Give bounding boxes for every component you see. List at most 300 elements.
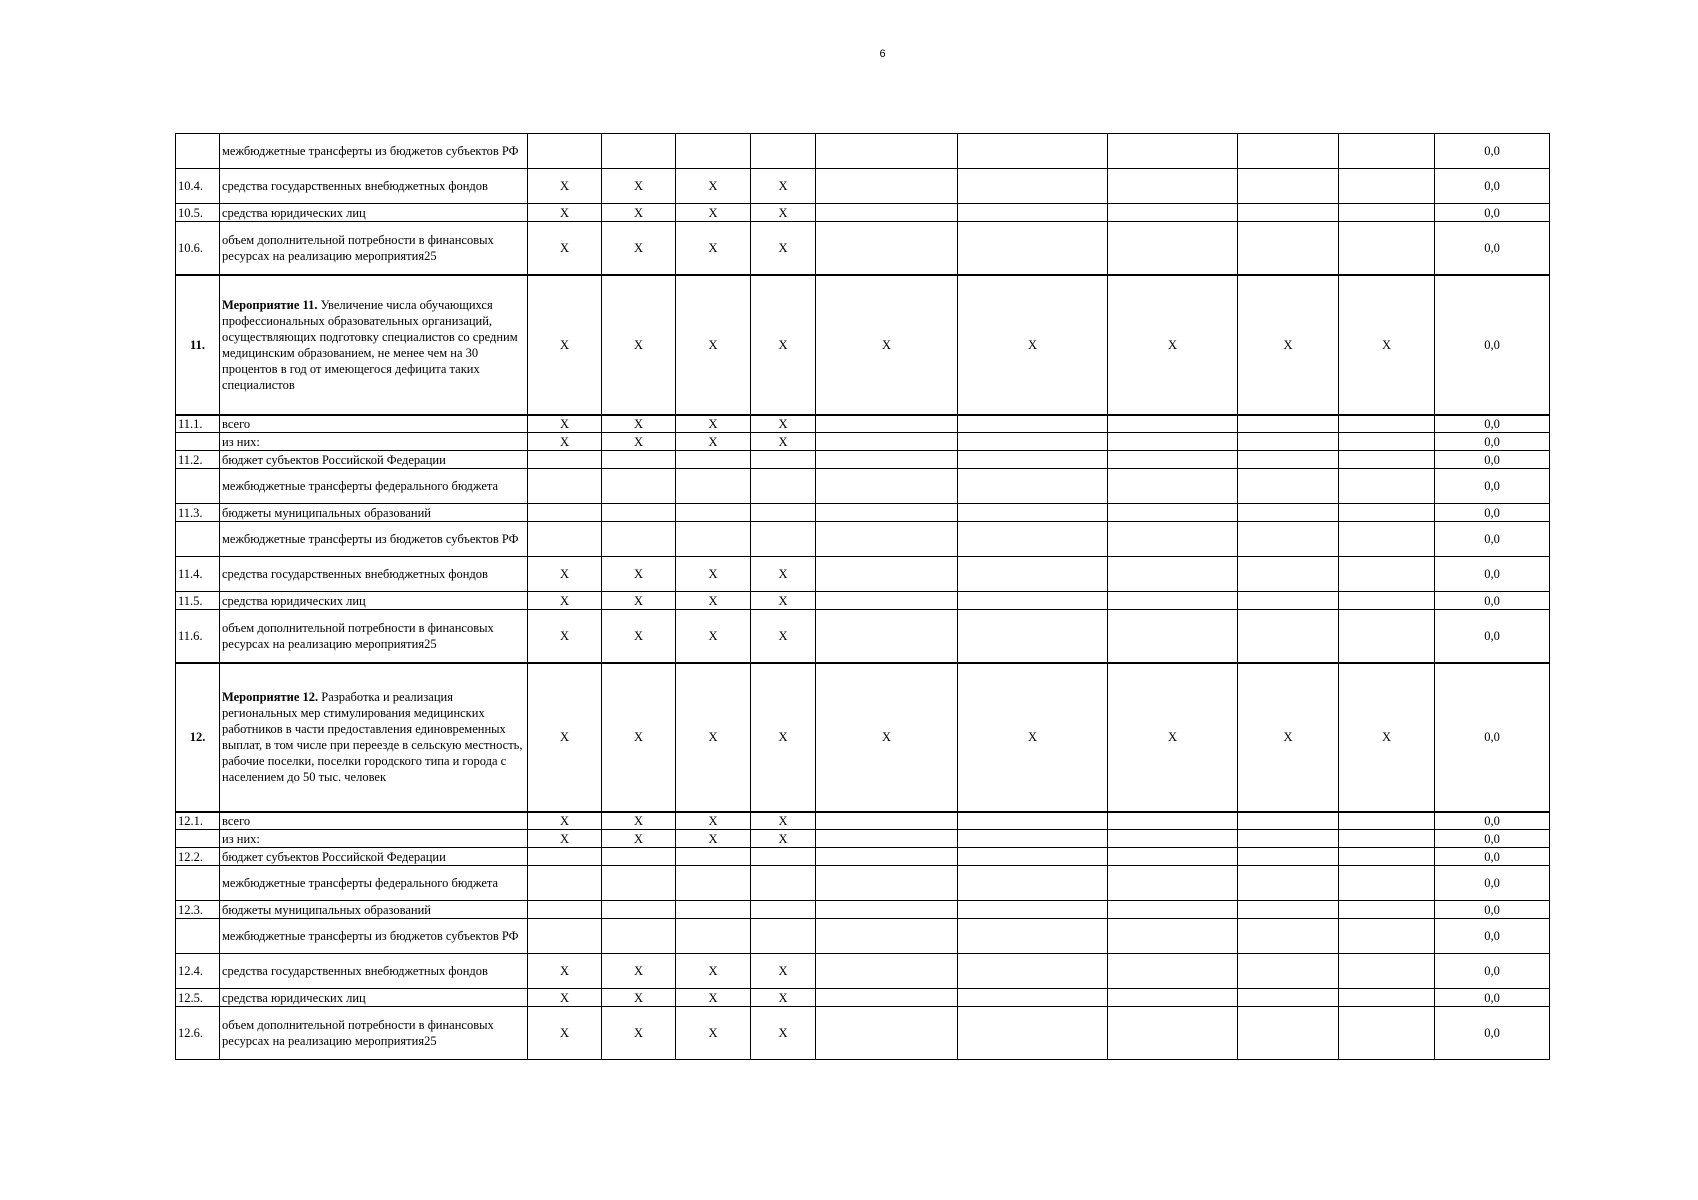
x-cell bbox=[958, 469, 1108, 504]
x-cell: Х bbox=[528, 610, 602, 663]
x-cell bbox=[1108, 901, 1238, 919]
x-cell: Х bbox=[751, 812, 816, 830]
x-cell: Х bbox=[751, 222, 816, 275]
x-cell bbox=[816, 848, 958, 866]
x-cell: Х bbox=[751, 610, 816, 663]
x-cell bbox=[1339, 433, 1435, 451]
table-row bbox=[176, 504, 1550, 522]
x-cell bbox=[958, 134, 1108, 169]
x-cell bbox=[1339, 830, 1435, 848]
total-cell: 0,0 bbox=[1435, 522, 1550, 557]
x-cell: Х bbox=[602, 610, 676, 663]
x-cell bbox=[1108, 848, 1238, 866]
x-cell bbox=[602, 469, 676, 504]
row-name: средства государственных внебюджетных фондов bbox=[220, 169, 528, 204]
row-number: 11.1. bbox=[176, 415, 220, 433]
table-row bbox=[176, 134, 1550, 169]
x-cell: Х bbox=[602, 169, 676, 204]
x-cell bbox=[1108, 415, 1238, 433]
table-row bbox=[176, 433, 1550, 451]
x-cell bbox=[676, 901, 751, 919]
x-cell: Х bbox=[751, 204, 816, 222]
x-cell bbox=[816, 989, 958, 1007]
table-row bbox=[176, 848, 1550, 866]
x-cell bbox=[958, 592, 1108, 610]
table-row bbox=[176, 557, 1550, 592]
x-cell: Х bbox=[1339, 663, 1435, 812]
x-cell bbox=[528, 522, 602, 557]
x-cell bbox=[1339, 812, 1435, 830]
x-cell bbox=[1339, 610, 1435, 663]
x-cell bbox=[602, 919, 676, 954]
x-cell bbox=[676, 848, 751, 866]
x-cell bbox=[816, 433, 958, 451]
x-cell: Х bbox=[528, 275, 602, 415]
x-cell: Х bbox=[676, 433, 751, 451]
row-number: 12.1. bbox=[176, 812, 220, 830]
x-cell bbox=[816, 522, 958, 557]
x-cell bbox=[676, 134, 751, 169]
row-name: бюджет субъектов Российской Федерации bbox=[220, 451, 528, 469]
total-cell: 0,0 bbox=[1435, 169, 1550, 204]
row-number: 11.3. bbox=[176, 504, 220, 522]
x-cell bbox=[676, 469, 751, 504]
row-number: 12.3. bbox=[176, 901, 220, 919]
x-cell: Х bbox=[602, 592, 676, 610]
x-cell bbox=[528, 469, 602, 504]
row-name: межбюджетные трансферты федерального бюджета bbox=[220, 469, 528, 504]
x-cell: Х bbox=[676, 989, 751, 1007]
x-cell bbox=[1339, 415, 1435, 433]
x-cell bbox=[1108, 469, 1238, 504]
total-cell: 0,0 bbox=[1435, 504, 1550, 522]
x-cell: Х bbox=[751, 989, 816, 1007]
total-cell: 0,0 bbox=[1435, 557, 1550, 592]
x-cell bbox=[1108, 592, 1238, 610]
table-row bbox=[176, 222, 1550, 275]
row-number: 12.4. bbox=[176, 954, 220, 989]
x-cell bbox=[958, 522, 1108, 557]
x-cell: Х bbox=[676, 275, 751, 415]
x-cell bbox=[751, 522, 816, 557]
x-cell bbox=[1108, 169, 1238, 204]
x-cell: Х bbox=[528, 204, 602, 222]
x-cell bbox=[1339, 866, 1435, 901]
row-number bbox=[176, 830, 220, 848]
total-cell: 0,0 bbox=[1435, 204, 1550, 222]
x-cell: Х bbox=[528, 557, 602, 592]
x-cell bbox=[528, 919, 602, 954]
x-cell bbox=[958, 848, 1108, 866]
x-cell bbox=[528, 866, 602, 901]
x-cell bbox=[816, 954, 958, 989]
row-number bbox=[176, 469, 220, 504]
measure-title: Мероприятие 11. bbox=[222, 297, 318, 312]
table-row bbox=[176, 522, 1550, 557]
x-cell bbox=[816, 830, 958, 848]
row-number: 11.6. bbox=[176, 610, 220, 663]
x-cell bbox=[816, 901, 958, 919]
x-cell bbox=[528, 134, 602, 169]
table-row bbox=[176, 169, 1550, 204]
row-number: 12. bbox=[176, 663, 220, 812]
x-cell bbox=[958, 204, 1108, 222]
x-cell bbox=[1108, 610, 1238, 663]
table-row bbox=[176, 275, 1550, 415]
x-cell bbox=[1238, 504, 1339, 522]
x-cell bbox=[958, 433, 1108, 451]
row-name: межбюджетные трансферты федерального бюджета bbox=[220, 866, 528, 901]
x-cell bbox=[602, 848, 676, 866]
x-cell: Х bbox=[751, 557, 816, 592]
x-cell bbox=[1108, 1007, 1238, 1060]
total-cell: 0,0 bbox=[1435, 451, 1550, 469]
x-cell bbox=[816, 866, 958, 901]
x-cell bbox=[676, 504, 751, 522]
total-cell: 0,0 bbox=[1435, 848, 1550, 866]
table-row bbox=[176, 989, 1550, 1007]
total-cell: 0,0 bbox=[1435, 866, 1550, 901]
x-cell: Х bbox=[676, 610, 751, 663]
row-number bbox=[176, 919, 220, 954]
x-cell bbox=[958, 919, 1108, 954]
x-cell bbox=[1339, 134, 1435, 169]
row-name: бюджеты муниципальных образований bbox=[220, 901, 528, 919]
x-cell bbox=[816, 134, 958, 169]
x-cell: Х bbox=[676, 1007, 751, 1060]
x-cell: Х bbox=[676, 592, 751, 610]
x-cell bbox=[1108, 830, 1238, 848]
x-cell bbox=[1339, 504, 1435, 522]
table-row bbox=[176, 469, 1550, 504]
x-cell bbox=[958, 866, 1108, 901]
x-cell bbox=[816, 504, 958, 522]
row-number: 10.5. bbox=[176, 204, 220, 222]
x-cell: Х bbox=[751, 830, 816, 848]
x-cell bbox=[751, 134, 816, 169]
row-name: объем дополнительной потребности в финансовых ресурсах на реализацию мероприятия25 bbox=[220, 610, 528, 663]
table-row bbox=[176, 663, 1550, 812]
x-cell bbox=[1238, 169, 1339, 204]
x-cell bbox=[751, 469, 816, 504]
row-number: 11.5. bbox=[176, 592, 220, 610]
row-number: 12.5. bbox=[176, 989, 220, 1007]
x-cell: Х bbox=[676, 204, 751, 222]
x-cell bbox=[1238, 830, 1339, 848]
x-cell: Х bbox=[602, 1007, 676, 1060]
total-cell: 0,0 bbox=[1435, 812, 1550, 830]
total-cell: 0,0 bbox=[1435, 415, 1550, 433]
page-number: 6 bbox=[879, 48, 886, 60]
x-cell bbox=[1339, 204, 1435, 222]
x-cell: Х bbox=[602, 275, 676, 415]
x-cell bbox=[816, 169, 958, 204]
table-row bbox=[176, 812, 1550, 830]
x-cell bbox=[1238, 989, 1339, 1007]
row-name: бюджет субъектов Российской Федерации bbox=[220, 848, 528, 866]
x-cell bbox=[1108, 557, 1238, 592]
x-cell bbox=[1108, 451, 1238, 469]
x-cell bbox=[1108, 919, 1238, 954]
x-cell: Х bbox=[528, 169, 602, 204]
total-cell: 0,0 bbox=[1435, 663, 1550, 812]
x-cell: Х bbox=[528, 592, 602, 610]
row-name bbox=[220, 275, 528, 415]
x-cell bbox=[528, 901, 602, 919]
x-cell bbox=[1238, 222, 1339, 275]
x-cell bbox=[816, 610, 958, 663]
x-cell bbox=[1339, 557, 1435, 592]
x-cell bbox=[1339, 919, 1435, 954]
total-cell: 0,0 bbox=[1435, 954, 1550, 989]
x-cell: Х bbox=[676, 169, 751, 204]
x-cell: Х bbox=[958, 663, 1108, 812]
x-cell bbox=[958, 415, 1108, 433]
row-name: межбюджетные трансферты из бюджетов субъектов РФ bbox=[220, 522, 528, 557]
x-cell: Х bbox=[602, 415, 676, 433]
total-cell: 0,0 bbox=[1435, 610, 1550, 663]
row-name: средства государственных внебюджетных фондов bbox=[220, 954, 528, 989]
x-cell bbox=[816, 415, 958, 433]
row-number: 12.6. bbox=[176, 1007, 220, 1060]
x-cell: Х bbox=[528, 954, 602, 989]
x-cell bbox=[816, 557, 958, 592]
x-cell bbox=[958, 830, 1108, 848]
x-cell: Х bbox=[602, 204, 676, 222]
measure-title: Мероприятие 12. bbox=[222, 690, 319, 704]
total-cell: 0,0 bbox=[1435, 134, 1550, 169]
x-cell bbox=[1339, 451, 1435, 469]
x-cell: Х bbox=[602, 830, 676, 848]
x-cell bbox=[676, 866, 751, 901]
table-row bbox=[176, 901, 1550, 919]
total-cell: 0,0 bbox=[1435, 433, 1550, 451]
x-cell bbox=[1238, 557, 1339, 592]
x-cell: Х bbox=[528, 989, 602, 1007]
x-cell bbox=[1238, 415, 1339, 433]
x-cell bbox=[1339, 954, 1435, 989]
x-cell bbox=[1339, 901, 1435, 919]
x-cell bbox=[816, 592, 958, 610]
x-cell: Х bbox=[676, 812, 751, 830]
x-cell: Х bbox=[1238, 663, 1339, 812]
x-cell bbox=[958, 169, 1108, 204]
x-cell: Х bbox=[602, 663, 676, 812]
x-cell: Х bbox=[751, 663, 816, 812]
row-name: из них: bbox=[220, 830, 528, 848]
x-cell: Х bbox=[528, 663, 602, 812]
x-cell bbox=[816, 204, 958, 222]
x-cell: Х bbox=[676, 663, 751, 812]
x-cell: Х bbox=[602, 433, 676, 451]
x-cell bbox=[751, 848, 816, 866]
x-cell: Х bbox=[602, 954, 676, 989]
x-cell: Х bbox=[528, 433, 602, 451]
table-row bbox=[176, 592, 1550, 610]
row-name: объем дополнительной потребности в финансовых ресурсах на реализацию мероприятия25 bbox=[220, 1007, 528, 1060]
row-name bbox=[220, 663, 528, 812]
x-cell bbox=[751, 866, 816, 901]
total-cell: 0,0 bbox=[1435, 592, 1550, 610]
x-cell: Х bbox=[1108, 275, 1238, 415]
x-cell bbox=[1108, 222, 1238, 275]
x-cell bbox=[1238, 451, 1339, 469]
row-name: бюджеты муниципальных образований bbox=[220, 504, 528, 522]
x-cell bbox=[1108, 134, 1238, 169]
x-cell: Х bbox=[676, 830, 751, 848]
x-cell: Х bbox=[676, 954, 751, 989]
x-cell bbox=[958, 504, 1108, 522]
x-cell: Х bbox=[528, 812, 602, 830]
row-name: объем дополнительной потребности в финансовых ресурсах на реализацию мероприятия25 bbox=[220, 222, 528, 275]
table-row bbox=[176, 954, 1550, 989]
x-cell bbox=[1339, 169, 1435, 204]
x-cell: Х bbox=[751, 1007, 816, 1060]
row-name: межбюджетные трансферты из бюджетов субъектов РФ bbox=[220, 919, 528, 954]
x-cell bbox=[816, 469, 958, 504]
row-number: 11.2. bbox=[176, 451, 220, 469]
x-cell bbox=[1238, 919, 1339, 954]
x-cell bbox=[1238, 469, 1339, 504]
x-cell bbox=[816, 451, 958, 469]
x-cell bbox=[602, 866, 676, 901]
total-cell: 0,0 bbox=[1435, 989, 1550, 1007]
x-cell: Х bbox=[602, 989, 676, 1007]
x-cell: Х bbox=[676, 415, 751, 433]
x-cell bbox=[528, 451, 602, 469]
x-cell bbox=[816, 1007, 958, 1060]
x-cell bbox=[1238, 134, 1339, 169]
x-cell bbox=[751, 451, 816, 469]
table-row bbox=[176, 1007, 1550, 1060]
x-cell bbox=[958, 610, 1108, 663]
x-cell: Х bbox=[602, 222, 676, 275]
table-row bbox=[176, 204, 1550, 222]
x-cell bbox=[1339, 522, 1435, 557]
x-cell bbox=[602, 134, 676, 169]
table-row bbox=[176, 830, 1550, 848]
row-number: 10.4. bbox=[176, 169, 220, 204]
x-cell bbox=[676, 522, 751, 557]
x-cell bbox=[1339, 848, 1435, 866]
x-cell: Х bbox=[602, 557, 676, 592]
total-cell: 0,0 bbox=[1435, 222, 1550, 275]
x-cell bbox=[602, 901, 676, 919]
x-cell bbox=[602, 522, 676, 557]
total-cell: 0,0 bbox=[1435, 830, 1550, 848]
x-cell bbox=[528, 504, 602, 522]
x-cell bbox=[816, 222, 958, 275]
x-cell bbox=[1108, 204, 1238, 222]
x-cell bbox=[1339, 592, 1435, 610]
measure-description: Увеличение числа обучающихся профессиональных образовательных организаций, осуществляющих подготовку специалистов со средним медицинским образованием, не менее чем на 30 процентов в год от имеющегося дефицита таких специалистов bbox=[222, 297, 518, 392]
x-cell bbox=[958, 222, 1108, 275]
x-cell bbox=[676, 919, 751, 954]
x-cell bbox=[528, 848, 602, 866]
x-cell bbox=[1238, 901, 1339, 919]
x-cell: Х bbox=[751, 169, 816, 204]
x-cell: Х bbox=[1339, 275, 1435, 415]
x-cell: Х bbox=[676, 557, 751, 592]
x-cell bbox=[1108, 954, 1238, 989]
x-cell bbox=[1108, 989, 1238, 1007]
row-number: 11. bbox=[176, 275, 220, 415]
x-cell: Х bbox=[751, 433, 816, 451]
x-cell bbox=[958, 1007, 1108, 1060]
x-cell bbox=[1339, 469, 1435, 504]
x-cell: Х bbox=[751, 275, 816, 415]
x-cell bbox=[1238, 812, 1339, 830]
x-cell bbox=[602, 451, 676, 469]
x-cell bbox=[816, 812, 958, 830]
x-cell bbox=[602, 504, 676, 522]
x-cell bbox=[1108, 522, 1238, 557]
row-name: средства государственных внебюджетных фондов bbox=[220, 557, 528, 592]
x-cell: Х bbox=[751, 954, 816, 989]
x-cell bbox=[1339, 989, 1435, 1007]
row-name: всего bbox=[220, 812, 528, 830]
x-cell bbox=[1238, 954, 1339, 989]
x-cell: Х bbox=[958, 275, 1108, 415]
row-number bbox=[176, 522, 220, 557]
x-cell bbox=[816, 919, 958, 954]
x-cell: Х bbox=[816, 663, 958, 812]
total-cell: 0,0 bbox=[1435, 275, 1550, 415]
x-cell bbox=[958, 451, 1108, 469]
x-cell bbox=[751, 901, 816, 919]
x-cell bbox=[676, 451, 751, 469]
table-row bbox=[176, 415, 1550, 433]
x-cell: Х bbox=[528, 830, 602, 848]
x-cell: Х bbox=[1238, 275, 1339, 415]
total-cell: 0,0 bbox=[1435, 901, 1550, 919]
x-cell bbox=[958, 989, 1108, 1007]
x-cell bbox=[958, 557, 1108, 592]
x-cell: Х bbox=[602, 812, 676, 830]
total-cell: 0,0 bbox=[1435, 1007, 1550, 1060]
x-cell bbox=[1238, 522, 1339, 557]
measure-description: Разработка и реализация региональных мер стимулирования медицинских работников в части предоставления единовременных выплат, в том числе при переезде в сельскую местность, рабочие поселки, поселки городского типа и города с населением до 50 тыс. человек bbox=[222, 690, 523, 784]
row-name: средства юридических лиц bbox=[220, 989, 528, 1007]
x-cell bbox=[1339, 222, 1435, 275]
row-name: из них: bbox=[220, 433, 528, 451]
budget-table bbox=[175, 133, 1550, 1060]
x-cell: Х bbox=[751, 415, 816, 433]
x-cell: Х bbox=[528, 415, 602, 433]
row-number bbox=[176, 866, 220, 901]
x-cell bbox=[751, 919, 816, 954]
table-row bbox=[176, 451, 1550, 469]
row-number bbox=[176, 134, 220, 169]
total-cell: 0,0 bbox=[1435, 919, 1550, 954]
x-cell bbox=[1108, 812, 1238, 830]
row-number: 10.6. bbox=[176, 222, 220, 275]
x-cell bbox=[958, 812, 1108, 830]
x-cell bbox=[1238, 592, 1339, 610]
x-cell bbox=[958, 954, 1108, 989]
x-cell bbox=[1238, 610, 1339, 663]
x-cell: Х bbox=[528, 1007, 602, 1060]
table-row bbox=[176, 919, 1550, 954]
row-number bbox=[176, 433, 220, 451]
x-cell bbox=[1108, 866, 1238, 901]
row-number: 12.2. bbox=[176, 848, 220, 866]
table-body bbox=[176, 134, 1550, 1060]
x-cell bbox=[1238, 204, 1339, 222]
table-row bbox=[176, 610, 1550, 663]
x-cell: Х bbox=[676, 222, 751, 275]
row-name: всего bbox=[220, 415, 528, 433]
